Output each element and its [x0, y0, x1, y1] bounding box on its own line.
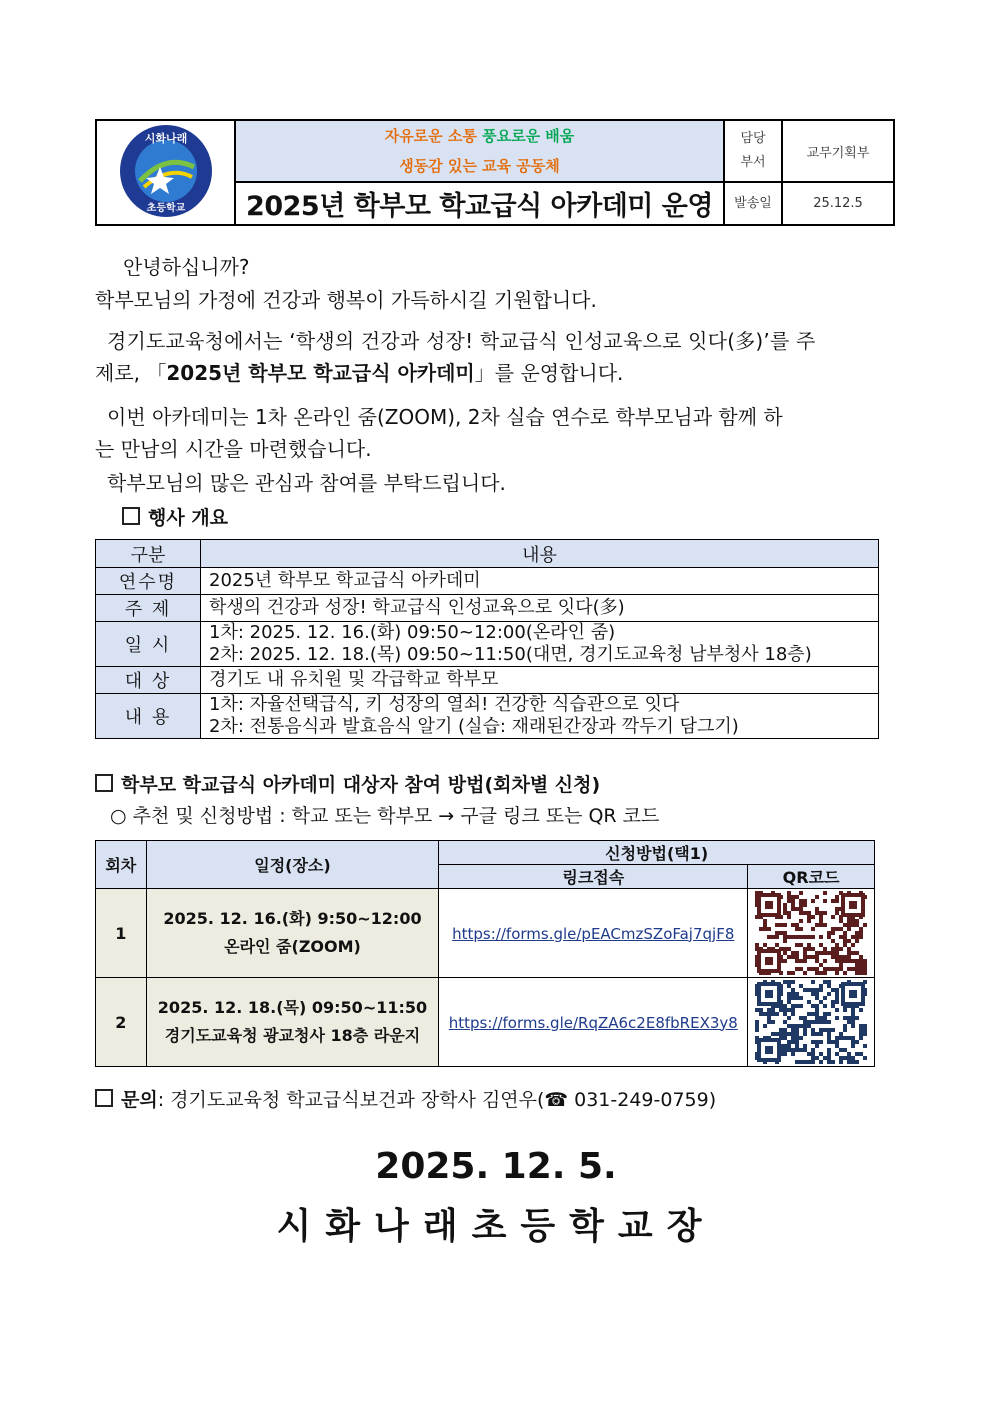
col-header-qr: QR코드 [748, 865, 875, 889]
inquiry-text: : 경기도교육청 학교급식보건과 장학사 김연우(☎ 031-249-0759) [157, 1089, 717, 1111]
date-value: 25.12.5 [782, 182, 894, 225]
inquiry-line [95, 1085, 716, 1112]
overview-table [95, 539, 879, 739]
col-header-round: 회차 [96, 841, 147, 889]
inquiry-label: 문의 [121, 1089, 158, 1111]
checkbox-square-icon [95, 774, 113, 792]
slogan-part-a: 자유로운 소통 [384, 127, 477, 145]
col-header-category: 구분 [96, 540, 201, 568]
section-overview-title: 행사 개요 [122, 503, 228, 530]
document-header [95, 119, 895, 226]
issue-date: 2025. 12. 5. [375, 1146, 617, 1187]
section-participation-title: 학부모 학교급식 아카데미 대상자 참여 방법(회차별 신청) [95, 770, 600, 797]
table-row: 2 2025. 12. 18.(목) 09:50~11:50 경기도교육청 광교청사 18층 라운지 https://forms.gle/RqZA6c2E8fbREX3y8 [96, 978, 875, 1067]
slogan-part-b: 풍요로운 배움 [482, 127, 575, 145]
intro-line: 학부모님의 가정에 건강과 행복이 가득하시길 기원합니다. [95, 288, 597, 312]
col-header-schedule: 일정(장소) [146, 841, 439, 889]
participation-table [95, 840, 875, 1067]
signup-link-2[interactable]: https://forms.gle/RqZA6c2E8fbREX3y8 [448, 1013, 738, 1032]
participation-bullet: ○ 추천 및 신청방법 : 학교 또는 학부모 → 구글 링크 또는 QR 코드 [110, 805, 660, 827]
table-row: 일 시 1차: 2025. 12. 16.(화) 09:50~12:00(온라인 줌) 2차: 2025. 12. 18.(목) 09:50~11:50(대면, 경기도교육청 남부청사 18층) [96, 622, 879, 667]
greeting: 안녕하십니까? [123, 255, 250, 279]
slogan [235, 120, 724, 182]
table-row: 내 용 1차: 자율선택급식, 키 성장의 열쇠! 건강한 식습관으로 잇다 2차: 전통음식과 발효음식 알기 (실습: 재래된간장과 깍두기 담그기) [96, 694, 879, 739]
dept-label: 담당 부서 [724, 120, 782, 182]
logo-top-text: 시화나래 [144, 131, 187, 145]
paragraph-1: 경기도교육청에서는 ‘학생의 건강과 성장! 학교급식 인성교육으로 잇다(多)’를 주 제로, 「2025년 학부모 학교급식 아카데미」를 운영합니다. [95, 329, 816, 385]
slogan-line2: 생동감 있는 교육 공동체 [399, 157, 560, 175]
col-header-link: 링크접속 [439, 865, 748, 889]
col-header-method: 신청방법(택1) [439, 841, 875, 865]
academy-name: 2025년 학부모 학교급식 아카데미 [166, 361, 475, 385]
qr-code-icon[interactable] [755, 980, 867, 1064]
school-logo [96, 120, 235, 225]
col-header-content: 내용 [201, 540, 879, 568]
date-label: 발송일 [724, 182, 782, 225]
logo-bottom-text: 초등학교 [146, 202, 185, 214]
dept-value: 교무기획부 [782, 120, 894, 182]
checkbox-square-icon [95, 1089, 113, 1107]
document-title: 2025년 학부모 학교급식 아카데미 운영 [235, 182, 724, 225]
table-row: 연수명 2025년 학부모 학교급식 아카데미 [96, 568, 879, 595]
principal-signature: 시화나래초등학교장 [276, 1206, 716, 1247]
table-row: 대 상 경기도 내 유치원 및 각급학교 학부모 [96, 667, 879, 694]
qr-code-icon[interactable] [755, 891, 867, 975]
checkbox-square-icon [122, 507, 140, 525]
school-emblem-icon [118, 123, 214, 219]
paragraph-2: 이번 아카데미는 1차 온라인 줌(ZOOM), 2차 실습 연수로 학부모님과 함께 하 는 만남의 시간을 마련했습니다. [95, 405, 783, 461]
paragraph-3: 학부모님의 많은 관심과 참여를 부탁드립니다. [107, 471, 506, 495]
table-row: 1 2025. 12. 16.(화) 9:50~12:00 온라인 줌(ZOOM) https://forms.gle/pEACmzSZoFaj7qjF8 [96, 889, 875, 978]
signup-link-1[interactable]: https://forms.gle/pEACmzSZoFaj7qjF8 [452, 924, 735, 943]
table-row: 주 제 학생의 건강과 성장! 학교급식 인성교육으로 잇다(多) [96, 595, 879, 622]
